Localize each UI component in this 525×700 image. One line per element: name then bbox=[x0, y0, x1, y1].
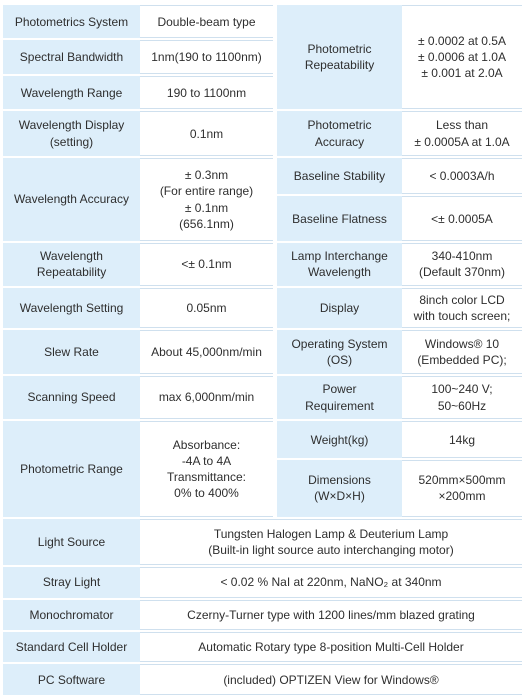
spec-value-spectral-bandwidth: 1nm(190 to 1100nm) bbox=[140, 40, 273, 73]
spec-value-photometric-accuracy: Less than ± 0.0005A at 1.0A bbox=[402, 111, 522, 156]
spec-label-slew-rate: Slew Rate bbox=[3, 330, 140, 374]
spec-row bbox=[3, 111, 522, 156]
spec-row bbox=[3, 519, 522, 566]
spec-label-photometric-repeatability: Photometric Repeatability bbox=[277, 5, 402, 109]
spec-row bbox=[3, 288, 522, 329]
spec-row bbox=[3, 5, 522, 38]
spec-label-operating-system: Operating System (OS) bbox=[277, 330, 402, 374]
spec-label-photometrics-system: Photometrics System bbox=[3, 5, 140, 38]
spec-label-dimensions: Dimensions (W×D×H) bbox=[277, 460, 402, 517]
spec-value-dimensions: 520mm×500mm ×200mm bbox=[402, 460, 522, 517]
spec-value-display: 8inch color LCD with touch screen; bbox=[402, 288, 522, 329]
spec-row bbox=[3, 421, 522, 457]
spec-label-spectral-bandwidth: Spectral Bandwidth bbox=[3, 40, 140, 73]
spec-value-monochromator: Czerny-Turner type with 1200 lines/mm blazed grating bbox=[140, 600, 522, 630]
spec-value-operating-system: Windows® 10 (Embedded PC); bbox=[402, 330, 522, 374]
spec-label-photometric-accuracy: Photometric Accuracy bbox=[277, 111, 402, 156]
spec-row bbox=[3, 376, 522, 420]
spec-label-power-requirement: Power Requirement bbox=[277, 376, 402, 420]
spec-label-monochromator: Monochromator bbox=[3, 600, 140, 630]
spec-row bbox=[3, 567, 522, 597]
spec-label-wavelength-setting: Wavelength Setting bbox=[3, 288, 140, 329]
spec-row bbox=[3, 632, 522, 662]
spec-label-scanning-speed: Scanning Speed bbox=[3, 376, 140, 420]
spec-value-standard-cell-holder: Automatic Rotary type 8-position Multi-Cell Holder bbox=[140, 632, 522, 662]
spec-label-baseline-flatness: Baseline Flatness bbox=[277, 196, 402, 241]
spec-value-wavelength-setting: 0.05nm bbox=[140, 288, 273, 329]
spec-row bbox=[3, 664, 522, 695]
spec-label-wavelength-repeatability: Wavelength Repeatability bbox=[3, 243, 140, 286]
spec-label-wavelength-accuracy: Wavelength Accuracy bbox=[3, 158, 140, 241]
spec-value-baseline-stability: < 0.0003A/h bbox=[402, 158, 522, 194]
spec-row bbox=[3, 330, 522, 374]
spec-value-pc-software: (included) OPTIZEN View for Windows® bbox=[140, 664, 522, 695]
spec-value-light-source: Tungsten Halogen Lamp & Deuterium Lamp (Built-in light source auto interchanging motor) bbox=[140, 519, 522, 566]
spec-label-baseline-stability: Baseline Stability bbox=[277, 158, 402, 194]
spec-value-stray-light: < 0.02 % NaI at 220nm, NaNO₂ at 340nm bbox=[140, 567, 522, 597]
spec-value-wavelength-display: 0.1nm bbox=[140, 111, 273, 156]
spec-label-standard-cell-holder: Standard Cell Holder bbox=[3, 632, 140, 662]
spec-label-pc-software: PC Software bbox=[3, 664, 140, 695]
spec-value-photometric-repeatability: ± 0.0002 at 0.5A ± 0.0006 at 1.0A ± 0.001 at 2.0A bbox=[402, 5, 522, 109]
spec-value-wavelength-accuracy: ± 0.3nm (For entire range) ± 0.1nm (656.1nm) bbox=[140, 158, 273, 241]
spec-label-photometric-range: Photometric Range bbox=[3, 421, 140, 516]
spec-label-light-source: Light Source bbox=[3, 519, 140, 566]
spec-value-weight: 14kg bbox=[402, 421, 522, 457]
spec-value-photometrics-system: Double-beam type bbox=[140, 5, 273, 38]
spec-label-lamp-interchange-wavelength: Lamp Interchange Wavelength bbox=[277, 243, 402, 286]
spec-label-stray-light: Stray Light bbox=[3, 567, 140, 597]
spec-label-wavelength-range: Wavelength Range bbox=[3, 76, 140, 109]
spec-value-photometric-range: Absorbance: -4A to 4A Transmittance: 0% to 400% bbox=[140, 421, 273, 516]
spec-row bbox=[3, 243, 522, 286]
spec-value-wavelength-range: 190 to 1100nm bbox=[140, 76, 273, 109]
spec-label-display: Display bbox=[277, 288, 402, 329]
spec-value-baseline-flatness: <± 0.0005A bbox=[402, 196, 522, 241]
spec-table bbox=[3, 3, 522, 697]
spec-row bbox=[3, 600, 522, 630]
spec-label-wavelength-display: Wavelength Display (setting) bbox=[3, 111, 140, 156]
spec-row bbox=[3, 158, 522, 194]
spec-value-lamp-interchange-wavelength: 340-410nm (Default 370nm) bbox=[402, 243, 522, 286]
spec-value-wavelength-repeatability: <± 0.1nm bbox=[140, 243, 273, 286]
spec-value-slew-rate: About 45,000nm/min bbox=[140, 330, 273, 374]
spec-label-weight: Weight(kg) bbox=[277, 421, 402, 457]
spec-value-scanning-speed: max 6,000nm/min bbox=[140, 376, 273, 420]
spec-value-power-requirement: 100~240 V; 50~60Hz bbox=[402, 376, 522, 420]
